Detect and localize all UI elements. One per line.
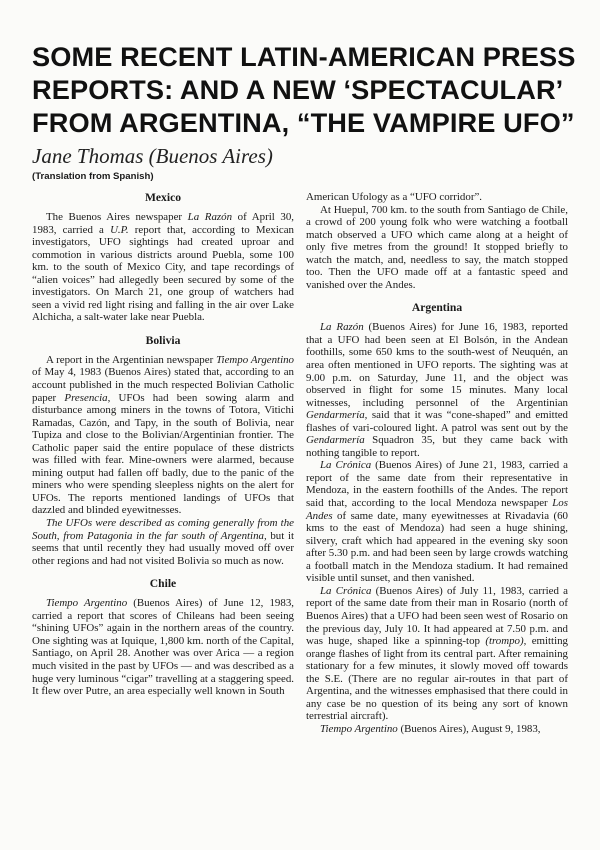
paragraph: La Crónica (Buenos Aires) of June 21, 1983, carried a report of the same date from their representative in Mendoza, in the eastern foothills of the Andes. The report said that, according to the local Mendoza newspaper Los Andes of same date, many eyewitnesses at Rivadavia (60 kms to the east of Mendoza) had seen a huge shining, silvery, craft which had appeared in the evening sky soon after 5.30 p.m. and had been seen by large crowds watching a football match in the Mendoza stadium. It had remained visible until sunset, and then vanished. bbox=[306, 459, 568, 585]
author-byline: Jane Thomas (Buenos Aires) bbox=[32, 144, 273, 168]
section-heading-chile: Chile bbox=[149, 577, 177, 591]
translation-note: (Translation from Spanish) bbox=[32, 171, 154, 182]
paragraph: At Huepul, 700 km. to the south from Santiago de Chile, a crowd of 200 young folk who were watching a football match observed a UFO which came along at a height of only five metres from the ground! It stopped briefly to watch the match, and, needless to say, the match stopped too. Then the UFO made off at a fantastic speed and vanished over the Andes. bbox=[306, 203, 568, 291]
left-column bbox=[32, 191, 294, 735]
paragraph: American Ufology as a “UFO corridor”. bbox=[306, 191, 483, 203]
paragraph: Tiempo Argentino (Buenos Aires), August 9, 1983, bbox=[320, 722, 541, 735]
right-column bbox=[306, 191, 568, 735]
paragraph: La Crónica (Buenos Aires) of July 11, 1983, carried a report of the same date from their man in Rosario (north of Buenos Aires) that a UFO had been seen west of Rosario on the previous day, July 10. It had appeared at 7.50 p.m. and was huge, shaped like a spinning-top (trompo), emitting orange flashes of light from its central part. After remaining stationary for a few minutes, it slowly moved off towards the S.E. (There are no regular air-routes in that part of Argentina, and the witnesses emphasised that there could in any case be no question of its being any sort of known terrestrial aircraft). bbox=[306, 584, 568, 723]
section-heading-mexico: Mexico bbox=[144, 191, 182, 204]
title-line: SOME RECENT LATIN-AMERICAN PRESS bbox=[32, 41, 576, 72]
paragraph: A report in the Argentinian newspaper Tiempo Argentino of May 4, 1983 (Buenos Aires) stated that, according to an account published in the much respected Bolivian Catholic paper Presencia, UFOs had been sowing alarm and disturbance among miners in the towns of Totora, Vitichi Ramadas, Cazón, and Tapy, in the south of Bolivia, near Tupiza and close to the Bolivian/Argentinian frontier. The Catholic paper said the entire populace of these districts was filled with fear. Mine-owners were alarmed, because mining output had fallen off badly, due to the panic of the miners who were spending sleepless nights on the alert for UFOs. The reports mentioned landings of UFOs that dazzled and blinded eyewitnesses. bbox=[32, 353, 294, 517]
article-title bbox=[32, 40, 576, 139]
section-heading-bolivia: Bolivia bbox=[145, 333, 181, 347]
paragraph: La Razón (Buenos Aires) for June 16, 1983, reported that a UFO had been seen at El Bolsón, in the Andean foothills, some 650 kms to the south-west of Neuquén, an area often mentioned in UFO reports. The sighting was at 9.00 p.m. on Saturday, June 11, and the object was observed in flight for some 15 minutes. Many local witnesses, including personnel of the Argentinian Gendarmería, said that it was “cone-shaped” and emitted flashes of vari-coloured light. A patrol was sent out by the Gendarmería Squadron 35, but they came back with nothing tangible to report. bbox=[306, 321, 568, 459]
article-body bbox=[32, 191, 568, 735]
section-heading-argentina: Argentina bbox=[411, 301, 463, 315]
paragraph: The Buenos Aires newspaper La Razón of April 30, 1983, carried a U.P. report that, according to Mexican investigators, UFO sightings had created uproar and commotion in various districts around Puebla, some 100 km. to the south of Mexico City, and tape recordings of “alien voices” had allegedly been secured by some of the investigators. On March 21, one group of watchers had seen a vivid red light rising and falling in the air over Lake Alchicha, a salt-water lake near Puebla. bbox=[32, 211, 294, 324]
title-line: FROM ARGENTINA, “THE VAMPIRE UFO” bbox=[32, 107, 575, 138]
title-line: REPORTS: AND A NEW ‘SPECTACULAR’ bbox=[32, 74, 564, 105]
paragraph: Tiempo Argentino (Buenos Aires) of June 12, 1983, carried a report that scores of Chileans had been seeing “shining UFOs” again in the northern areas of the country. One sighting was at Iquique, 1,800 km. north of the Capital, Santiago, on April 28. Another was over Arica — a region much visited in the past by UFOs — and was described as a huge very luminous “cigar” travelling at a staggering speed. It flew over Putre, an area especially well known in South bbox=[32, 597, 294, 698]
paragraph: The UFOs were described as coming generally from the South, from Patagonia in the far south of Argentina, but it seems that until recently they had usually moved off over other regions and had not visited Bolivia so much as now. bbox=[32, 517, 294, 567]
